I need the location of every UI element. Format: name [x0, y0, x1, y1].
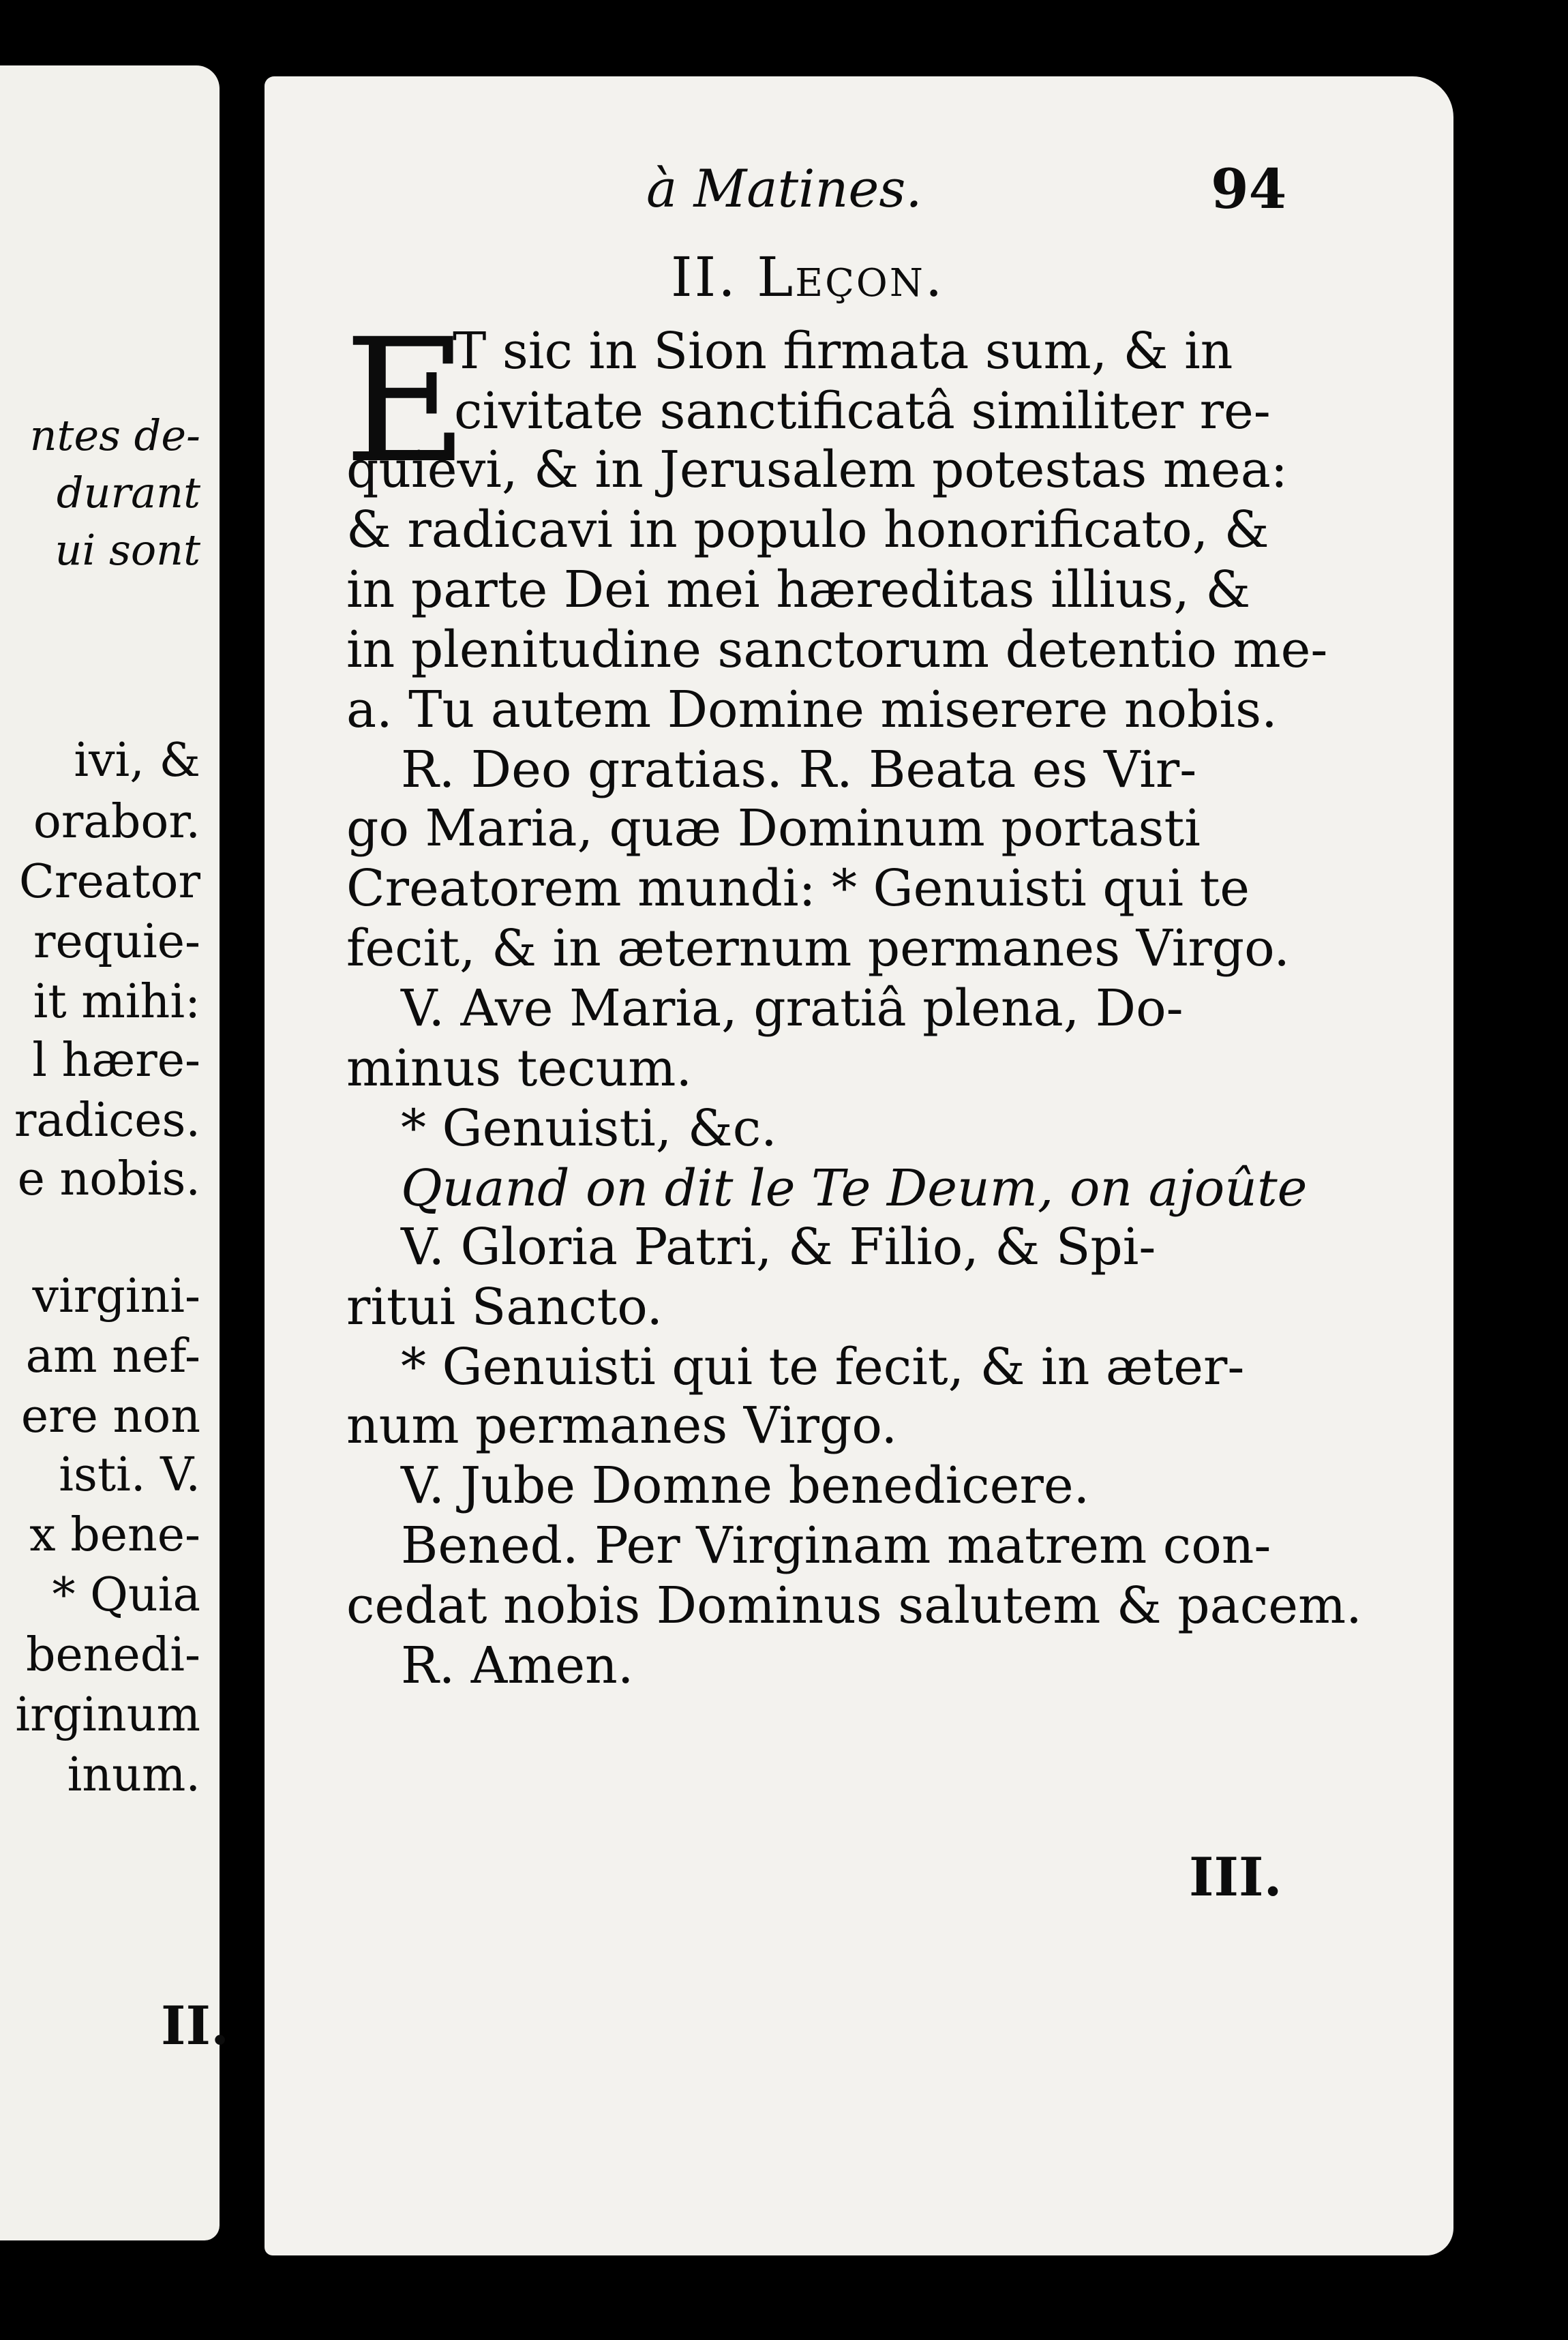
text-line: num permanes Virgo. [346, 1396, 898, 1455]
text-line: & radicavi in populo honorificato, & [346, 500, 1269, 559]
left-text-line: virgini- [32, 1270, 200, 1323]
left-catchword: II. [161, 1995, 230, 2057]
text-line: R. Deo gratias. R. Beata es Vir- [401, 740, 1197, 799]
text-line: in parte Dei mei hæreditas illius, & [346, 560, 1251, 619]
text-line: R. Amen. [401, 1636, 634, 1695]
drop-cap: E [344, 302, 468, 500]
text-line: * Genuisti qui te fecit, & in æter- [401, 1338, 1245, 1396]
left-text-line: requie- [33, 915, 200, 969]
text-line: a. Tu autem Domine miserere nobis. [346, 680, 1278, 739]
catchword: III. [1189, 1846, 1282, 1908]
left-text-line: orabor. [33, 795, 200, 849]
left-text-line: am nef- [25, 1330, 200, 1383]
text-line: minus tecum. [346, 1039, 692, 1098]
text-line: V. Gloria Patri, & Filio, & Spi- [401, 1218, 1156, 1276]
left-text-line: ui sont [55, 525, 200, 575]
text-line: * Genuisti, &c. [401, 1099, 777, 1158]
left-text-line: benedi- [25, 1628, 200, 1682]
left-text-line: * Quia [52, 1568, 200, 1622]
text-line: go Maria, quæ Dominum portasti [346, 799, 1201, 858]
text-line: fecit, & in æternum permanes Virgo. [346, 919, 1290, 978]
page-number: 94 [1211, 157, 1287, 221]
left-text-line: ere non [20, 1390, 200, 1443]
left-text-line: inum. [67, 1748, 200, 1802]
text-line: in plenitudine sanctorum detentio me- [346, 620, 1328, 679]
text-line: Creatorem mundi: * Genuisti qui te [346, 859, 1250, 918]
left-text-line: x bene- [29, 1508, 200, 1562]
left-text-line: l hære- [32, 1034, 200, 1088]
text-line: civitate sanctificatâ similiter re- [454, 382, 1271, 440]
lesson-heading: II. Leçon. [671, 245, 945, 309]
left-text-line: ivi, & [74, 734, 200, 787]
text-line: cedat nobis Dominus salutem & pacem. [346, 1576, 1362, 1635]
text-line: Quand on dit le Te Deum, on ajoûte [401, 1159, 1308, 1218]
text-line: V. Jube Domne benedicere. [401, 1456, 1090, 1515]
left-text-line: e nobis. [17, 1152, 200, 1206]
left-text-line: isti. V. [59, 1448, 200, 1502]
text-line: ritui Sancto. [346, 1278, 663, 1336]
text-line: quievi, & in Jerusalem potestas mea: [346, 440, 1288, 499]
left-text-line: durant [56, 468, 200, 518]
left-text-line: radices. [14, 1094, 200, 1148]
left-text-line: it mihi: [33, 975, 200, 1029]
left-page [0, 65, 230, 2240]
text-line: T sic in Sion firmata sum, & in [453, 322, 1233, 380]
text-line: Bened. Per Virginam matrem con- [401, 1516, 1271, 1575]
left-text-line: ntes de- [29, 410, 200, 460]
left-text-line: Creator [18, 855, 200, 909]
text-line: V. Ave Maria, gratiâ plena, Do- [401, 979, 1183, 1038]
left-text-line: irginum [15, 1688, 200, 1742]
running-header: à Matines. [646, 158, 922, 219]
right-page [265, 76, 1453, 2255]
